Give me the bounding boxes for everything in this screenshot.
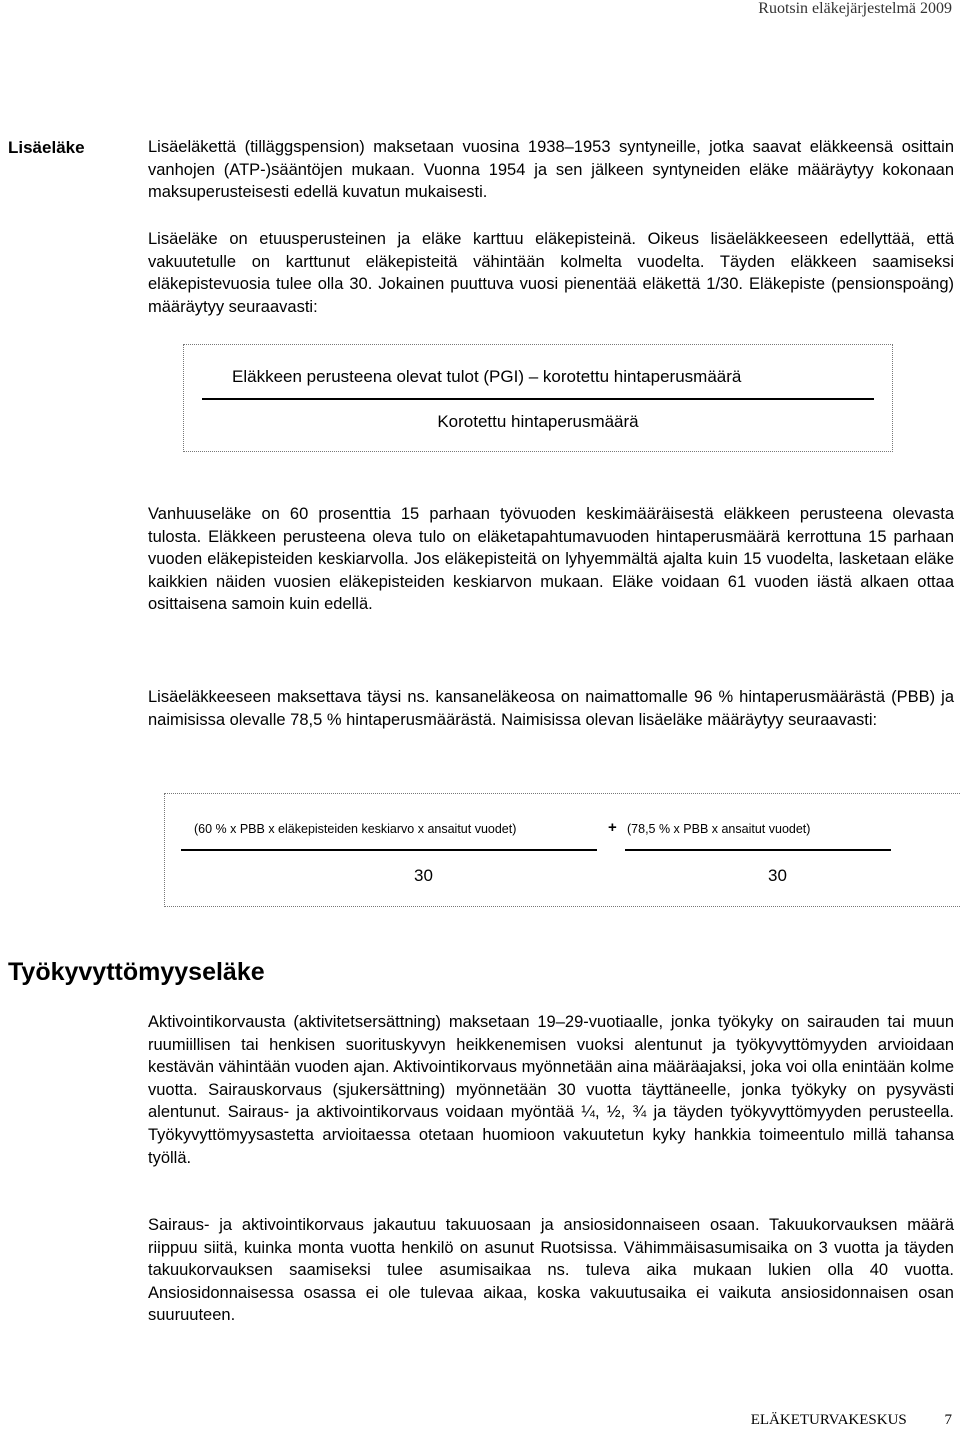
fraction-line-2 bbox=[625, 849, 891, 851]
tyokyvyttomyys-paragraph-2: Sairaus- ja aktivointikorvaus jakautuu takuuosaan ja ansiosidonnaiseen osaan. Takuukorvauksen määrä riippuu siitä, kuinka monta vuotta henkilö on asunut Ruotsissa. Vähimmäisasumisaika on 3 vuotta ja täyden takuukorvauksen saamiseksi tulee asumisaikaa ns. tuleva aika mukaan lukien olla 40 vuotta. Ansiosidonnaisessa osassa ei ole tulevaa aikaa, koska vakuutusaika ei vaikuta ansiosidonnaisen osan suuruuteen. bbox=[148, 1216, 954, 1325]
running-header: Ruotsin eläkejärjestelmä 2009 bbox=[758, 0, 952, 17]
lisaelake-paragraph-4: Lisäeläkkeeseen maksettava täysi ns. kansaneläkeosa on naimattomalle 96 % hintaperusmäärästä (PBB) ja naimisissa olevalle 78,5 % hintaperusmäärästä. Naimisissa olevan lisäeläke määräytyy seuraavasti: bbox=[148, 688, 954, 729]
formula-denominator-2: 30 bbox=[768, 866, 787, 885]
pension-point-formula bbox=[183, 344, 893, 452]
formula-denominator: Korotettu hintaperusmäärä bbox=[437, 412, 639, 431]
section-title-tyokyvyttomyyselake: Työkyvyttömyyseläke bbox=[8, 958, 265, 986]
page-number: 7 bbox=[944, 1412, 952, 1428]
lisaelake-paragraph-3: Vanhuuseläke on 60 prosenttia 15 parhaan työvuoden keskimääräisestä eläkkeen perusteena olevasta tulosta. Eläkkeen perusteena oleva tulo on eläketapahtumavuoden hintaperusmäärä kerrottuna 15 parhaan vuoden eläkepisteiden keskiarvolla. Jos eläkepisteitä on lyhyemmältä ajalta kuin 15 vuodelta, lasketaan eläke kaikkien näiden vuosien eläkepisteiden keskiarvon mukaan. Eläke voidaan 61 vuoden iästä alkaen ottaa osittaisena samoin kuin edellä. bbox=[148, 505, 954, 614]
formula-denominator-1: 30 bbox=[414, 866, 433, 885]
fraction-line-1 bbox=[181, 849, 597, 851]
plus-operator: + bbox=[608, 819, 617, 836]
section-label-lisaelake: Lisäeläke bbox=[8, 138, 85, 157]
fraction-line bbox=[202, 398, 874, 400]
formula-term-1: (60 % x PBB x eläkepisteiden keskiarvo x ansaitut vuodet) bbox=[194, 822, 517, 836]
lisaelake-paragraph-2: Lisäeläke on etuusperusteinen ja eläke karttuu eläkepisteinä. Oikeus lisäeläkkeeseen edellyttää, että vakuutetulle on karttunut eläkepisteitä vähintään kolmelta vuodelta. Täyden eläkkeen saamiseksi eläkepistevuosia tulee olla 30. Jokainen puuttuva vuosi pienentää eläkettä 1/30. Eläkepiste (pensionspoäng) määräytyy seuraavasti: bbox=[148, 230, 954, 316]
formula-term-2: (78,5 % x PBB x ansaitut vuodet) bbox=[627, 822, 811, 836]
page-footer bbox=[751, 1412, 952, 1429]
footer-publisher: ELÄKETURVAKESKUS bbox=[750, 1412, 907, 1428]
formula-numerator: Eläkkeen perusteena olevat tulot (PGI) – korotettu hintaperusmäärä bbox=[232, 367, 742, 386]
tyokyvyttomyys-paragraph-1: Aktivointikorvausta (aktivitetsersättning) maksetaan 19–29-vuotiaalle, jonka työkyky on sairauden tai muun ruumiillisen tai henkisen suorituskyvyn heikkenemisen vuoksi alentunut ja työkyvyttömyyden arvioidaan kestävän vähintään vuoden ajan. Aktivointikorvaus myönnetään aina määräajaksi, joka voi olla enintään kolme vuotta. Sairauskorvaus (sjukersättning) myönnetään 30 vuotta täyttäneelle, jonka työkyky on pysyvästi alentunut. Sairaus- ja aktivointikorvaus voidaan myöntää ¼, ½, ¾ ja täyden työkyvyttömyyden perusteella. Työkyvyttömyysastetta arvioitaessa otetaan huomioon vakuutetun kyky hankkia toimeentulo millä tahansa työllä. bbox=[148, 1013, 954, 1167]
married-pension-formula bbox=[164, 793, 960, 907]
lisaelake-paragraph-1: Lisäeläkettä (tilläggspension) maksetaan vuosina 1938–1953 syntyneille, jotka saavat eläkkeensä osittain vanhojen (ATP-)sääntöjen mukaan. Vuonna 1954 ja sen jälkeen syntyneiden eläke määräytyy kokonaan maksuperusteisesti edellä kuvatun mukaisesti. bbox=[148, 138, 954, 202]
